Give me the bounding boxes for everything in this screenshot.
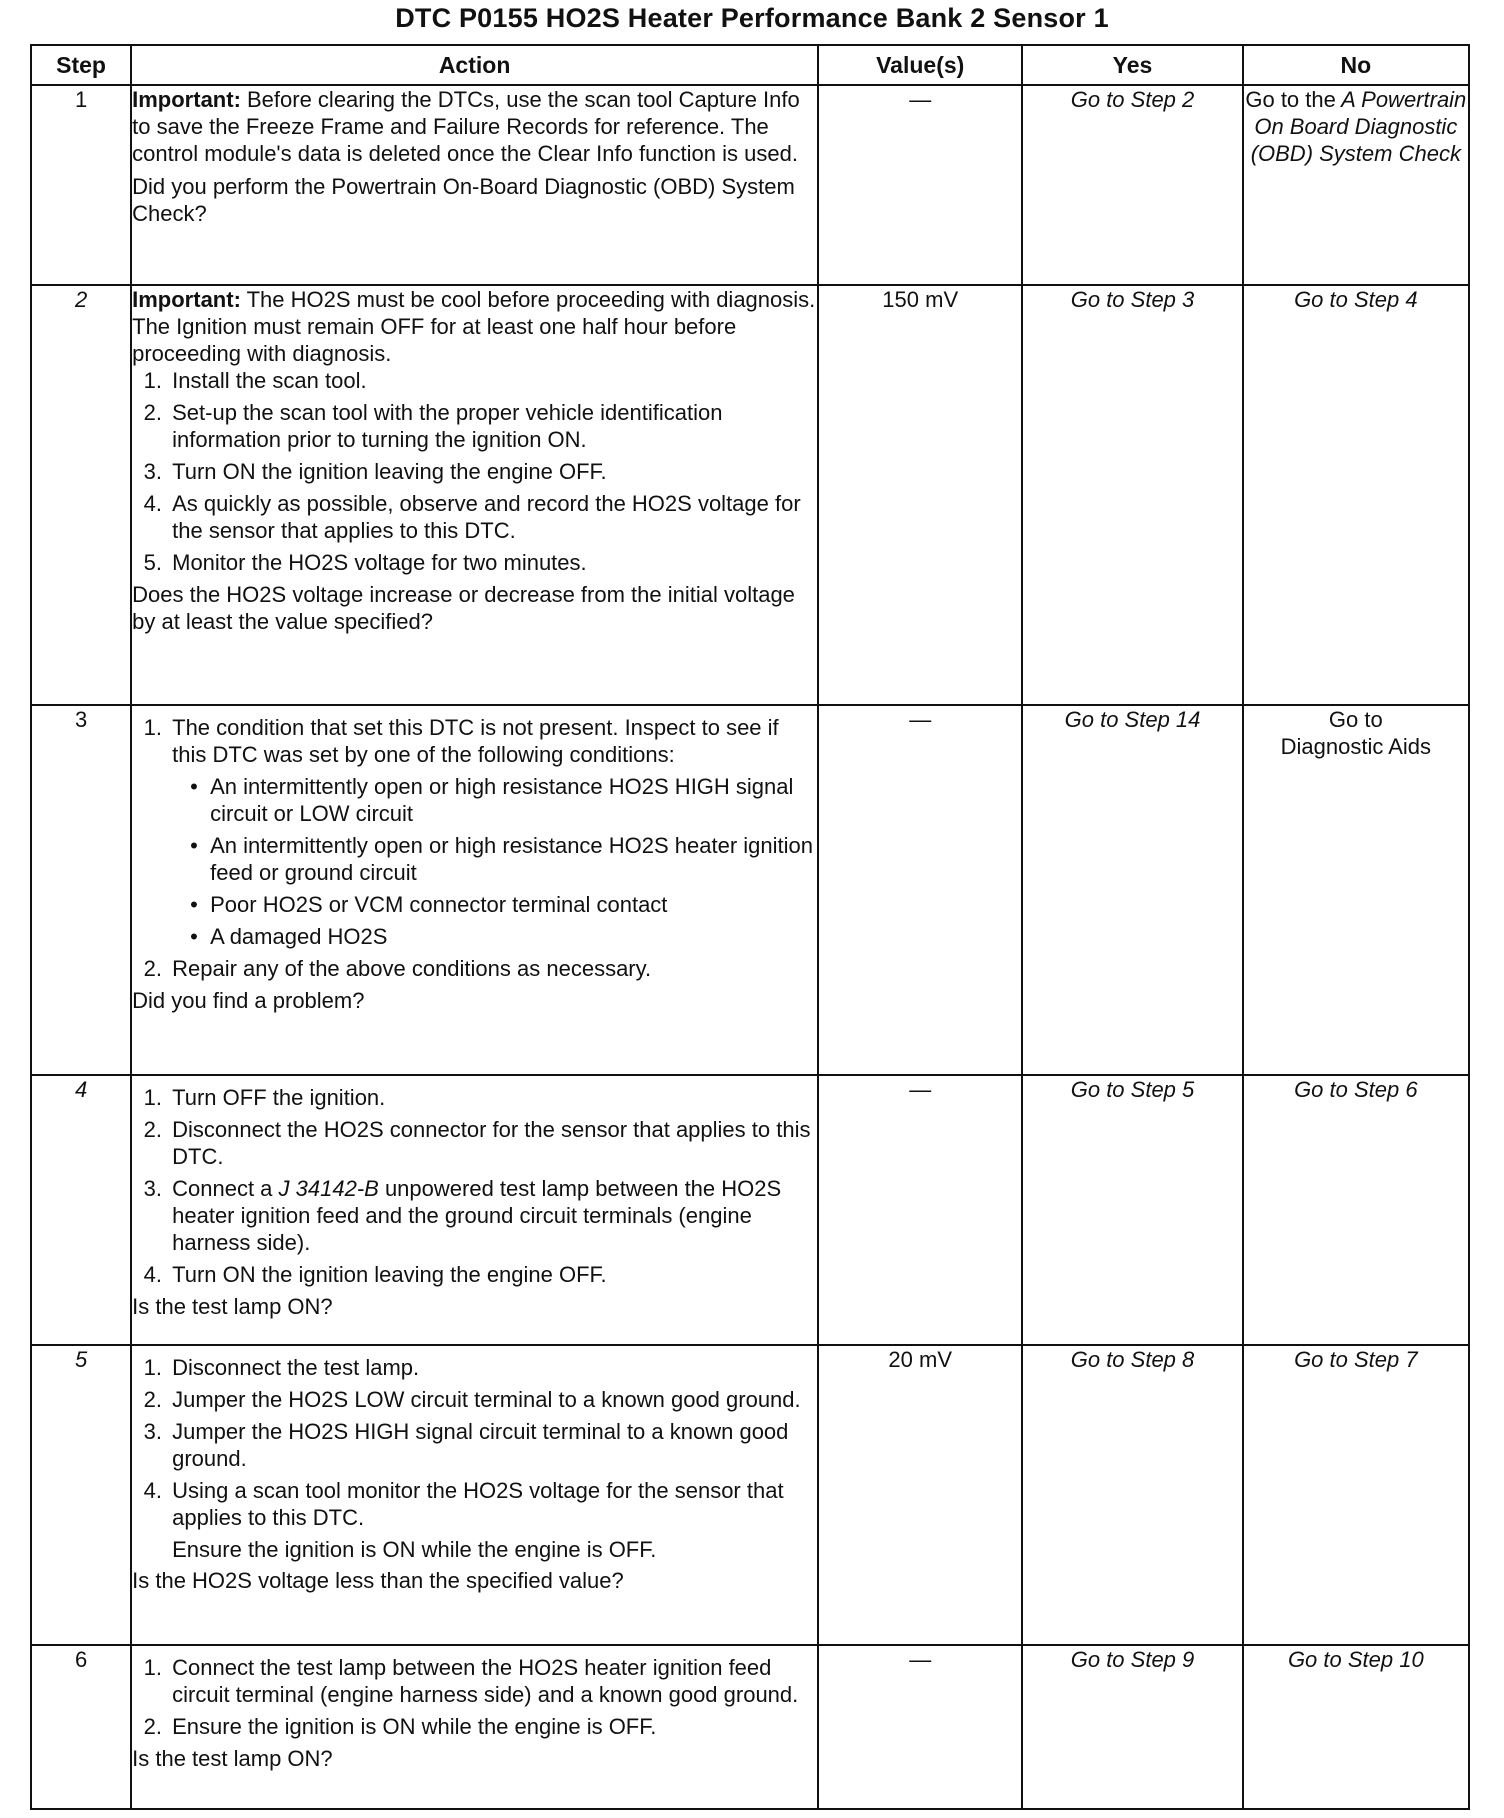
action-step: 4. Using a scan tool monitor the HO2S voltage for the sensor that applies to this DTC. bbox=[168, 1477, 817, 1531]
no-cell: Go to Step 6 bbox=[1243, 1075, 1469, 1345]
action-step: 5. Monitor the HO2S voltage for two minutes. bbox=[168, 549, 817, 576]
action-step-text: The condition that set this DTC is not present. Inspect to see if this DTC was set by one of the following conditions: bbox=[172, 715, 779, 767]
page-title: DTC P0155 HO2S Heater Performance Bank 2 Sensor 1 bbox=[395, 3, 1109, 33]
no-cell: Go to Step 10 bbox=[1243, 1645, 1469, 1809]
action-cell bbox=[131, 285, 818, 705]
action-steps bbox=[132, 714, 817, 982]
important-text: The HO2S must be cool before proceeding with diagnosis. The Ignition must remain OFF for at least one half hour before proceeding with diagnosis. bbox=[132, 287, 816, 366]
step-number: 5 bbox=[31, 1345, 131, 1645]
no-cell bbox=[1243, 705, 1469, 1075]
action-steps bbox=[132, 1654, 817, 1740]
step-number: 2 bbox=[31, 285, 131, 705]
no-line-2: Diagnostic Aids bbox=[1280, 734, 1432, 759]
condition-item: • An intermittently open or high resistance HO2S HIGH signal circuit or LOW circuit bbox=[206, 773, 817, 827]
condition-item: • Poor HO2S or VCM connector terminal contact bbox=[206, 891, 817, 918]
action-steps bbox=[132, 1084, 817, 1288]
value-cell: — bbox=[818, 85, 1022, 285]
value-cell: — bbox=[818, 705, 1022, 1075]
no-line-1: Go to bbox=[1328, 707, 1383, 732]
action-cell bbox=[131, 705, 818, 1075]
action-question: Does the HO2S voltage increase or decrease from the initial voltage by at least the value specified? bbox=[132, 582, 795, 634]
action-step: 2. Set-up the scan tool with the proper vehicle identification information prior to turning the ignition ON. bbox=[168, 399, 817, 453]
important-text: Before clearing the DTCs, use the scan tool Capture Info to save the Freeze Frame and Failure Records for reference. The control module's data is deleted once the Clear Info function is used. bbox=[132, 87, 800, 166]
action-step: 1. Connect the test lamp between the HO2S heater ignition feed circuit terminal (engine harness side) and a known good ground. bbox=[168, 1654, 817, 1708]
table-row-step-3 bbox=[31, 705, 1469, 1075]
yes-cell: Go to Step 14 bbox=[1022, 705, 1242, 1075]
step-number: 4 bbox=[31, 1075, 131, 1345]
action-question: Did you find a problem? bbox=[132, 988, 365, 1013]
action-question: Is the test lamp ON? bbox=[132, 1294, 333, 1319]
header-no: No bbox=[1243, 45, 1469, 85]
value-cell: — bbox=[818, 1075, 1022, 1345]
condition-item: • A damaged HO2S bbox=[206, 923, 817, 950]
no-prefix: Go to the bbox=[1245, 87, 1336, 112]
step-number: 3 bbox=[31, 705, 131, 1075]
tool-number: J 34142-B bbox=[278, 1176, 379, 1201]
action-step: 1. Disconnect the test lamp. bbox=[168, 1354, 817, 1381]
action-step: 2. Disconnect the HO2S connector for the sensor that applies to this DTC. bbox=[168, 1116, 817, 1170]
yes-cell: Go to Step 9 bbox=[1022, 1645, 1242, 1809]
no-cell: Go to Step 7 bbox=[1243, 1345, 1469, 1645]
value-cell: 20 mV bbox=[818, 1345, 1022, 1645]
action-question: Did you perform the Powertrain On-Board Diagnostic (OBD) System Check? bbox=[132, 174, 795, 226]
table-row-step-6 bbox=[31, 1645, 1469, 1809]
action-step: 4. Turn ON the ignition leaving the engine OFF. bbox=[168, 1261, 817, 1288]
no-cell bbox=[1243, 85, 1469, 285]
action-cell bbox=[131, 1075, 818, 1345]
condition-list bbox=[172, 773, 817, 950]
action-step: 2. Repair any of the above conditions as necessary. bbox=[168, 955, 817, 982]
action-steps bbox=[132, 1354, 817, 1531]
condition-item: • An intermittently open or high resistance HO2S heater ignition feed or ground circuit bbox=[206, 832, 817, 886]
action-step: 4. As quickly as possible, observe and record the HO2S voltage for the sensor that applies to this DTC. bbox=[168, 490, 817, 544]
table-header-row bbox=[31, 45, 1469, 85]
important-note bbox=[132, 86, 817, 167]
step-number: 6 bbox=[31, 1645, 131, 1809]
action-step: 3. Jumper the HO2S HIGH signal circuit terminal to a known good ground. bbox=[168, 1418, 817, 1472]
yes-cell: Go to Step 2 bbox=[1022, 85, 1242, 285]
action-step: 1. Turn OFF the ignition. bbox=[168, 1084, 817, 1111]
table-row-step-5 bbox=[31, 1345, 1469, 1645]
action-step bbox=[168, 1175, 817, 1256]
header-yes: Yes bbox=[1022, 45, 1242, 85]
action-step bbox=[168, 714, 817, 950]
action-note: Ensure the ignition is ON while the engine is OFF. bbox=[172, 1537, 657, 1562]
important-note bbox=[132, 286, 817, 367]
header-values: Value(s) bbox=[818, 45, 1022, 85]
table-row-step-1 bbox=[31, 85, 1469, 285]
action-step-text: Connect a bbox=[172, 1176, 279, 1201]
step-number: 1 bbox=[31, 85, 131, 285]
important-label: Important: bbox=[132, 287, 241, 312]
action-cell bbox=[131, 1645, 818, 1809]
no-reference: A Powertrain On Board Diagnostic (OBD) System Check bbox=[1250, 87, 1467, 166]
table-row-step-4 bbox=[31, 1075, 1469, 1345]
yes-cell: Go to Step 5 bbox=[1022, 1075, 1242, 1345]
value-cell: 150 mV bbox=[818, 285, 1022, 705]
important-label: Important: bbox=[132, 87, 241, 112]
no-cell: Go to Step 4 bbox=[1243, 285, 1469, 705]
header-action: Action bbox=[131, 45, 818, 85]
action-cell bbox=[131, 1345, 818, 1645]
action-question: Is the HO2S voltage less than the specified value? bbox=[132, 1568, 624, 1593]
table-row-step-2 bbox=[31, 285, 1469, 705]
action-step: 3. Turn ON the ignition leaving the engine OFF. bbox=[168, 458, 817, 485]
action-step: 2. Jumper the HO2S LOW circuit terminal to a known good ground. bbox=[168, 1386, 817, 1413]
action-steps bbox=[132, 367, 817, 576]
action-question: Is the test lamp ON? bbox=[132, 1746, 333, 1771]
yes-cell: Go to Step 8 bbox=[1022, 1345, 1242, 1645]
action-step: 1. Install the scan tool. bbox=[168, 367, 817, 394]
diagnostic-table bbox=[30, 44, 1470, 1810]
action-cell bbox=[131, 85, 818, 285]
header-step: Step bbox=[31, 45, 131, 85]
action-step-text: unpowered test lamp between the HO2S heater ignition feed and the ground circuit terminals (engine harness side). bbox=[172, 1176, 782, 1255]
yes-cell: Go to Step 3 bbox=[1022, 285, 1242, 705]
action-step: 2. Ensure the ignition is ON while the engine is OFF. bbox=[168, 1713, 817, 1740]
value-cell: — bbox=[818, 1645, 1022, 1809]
